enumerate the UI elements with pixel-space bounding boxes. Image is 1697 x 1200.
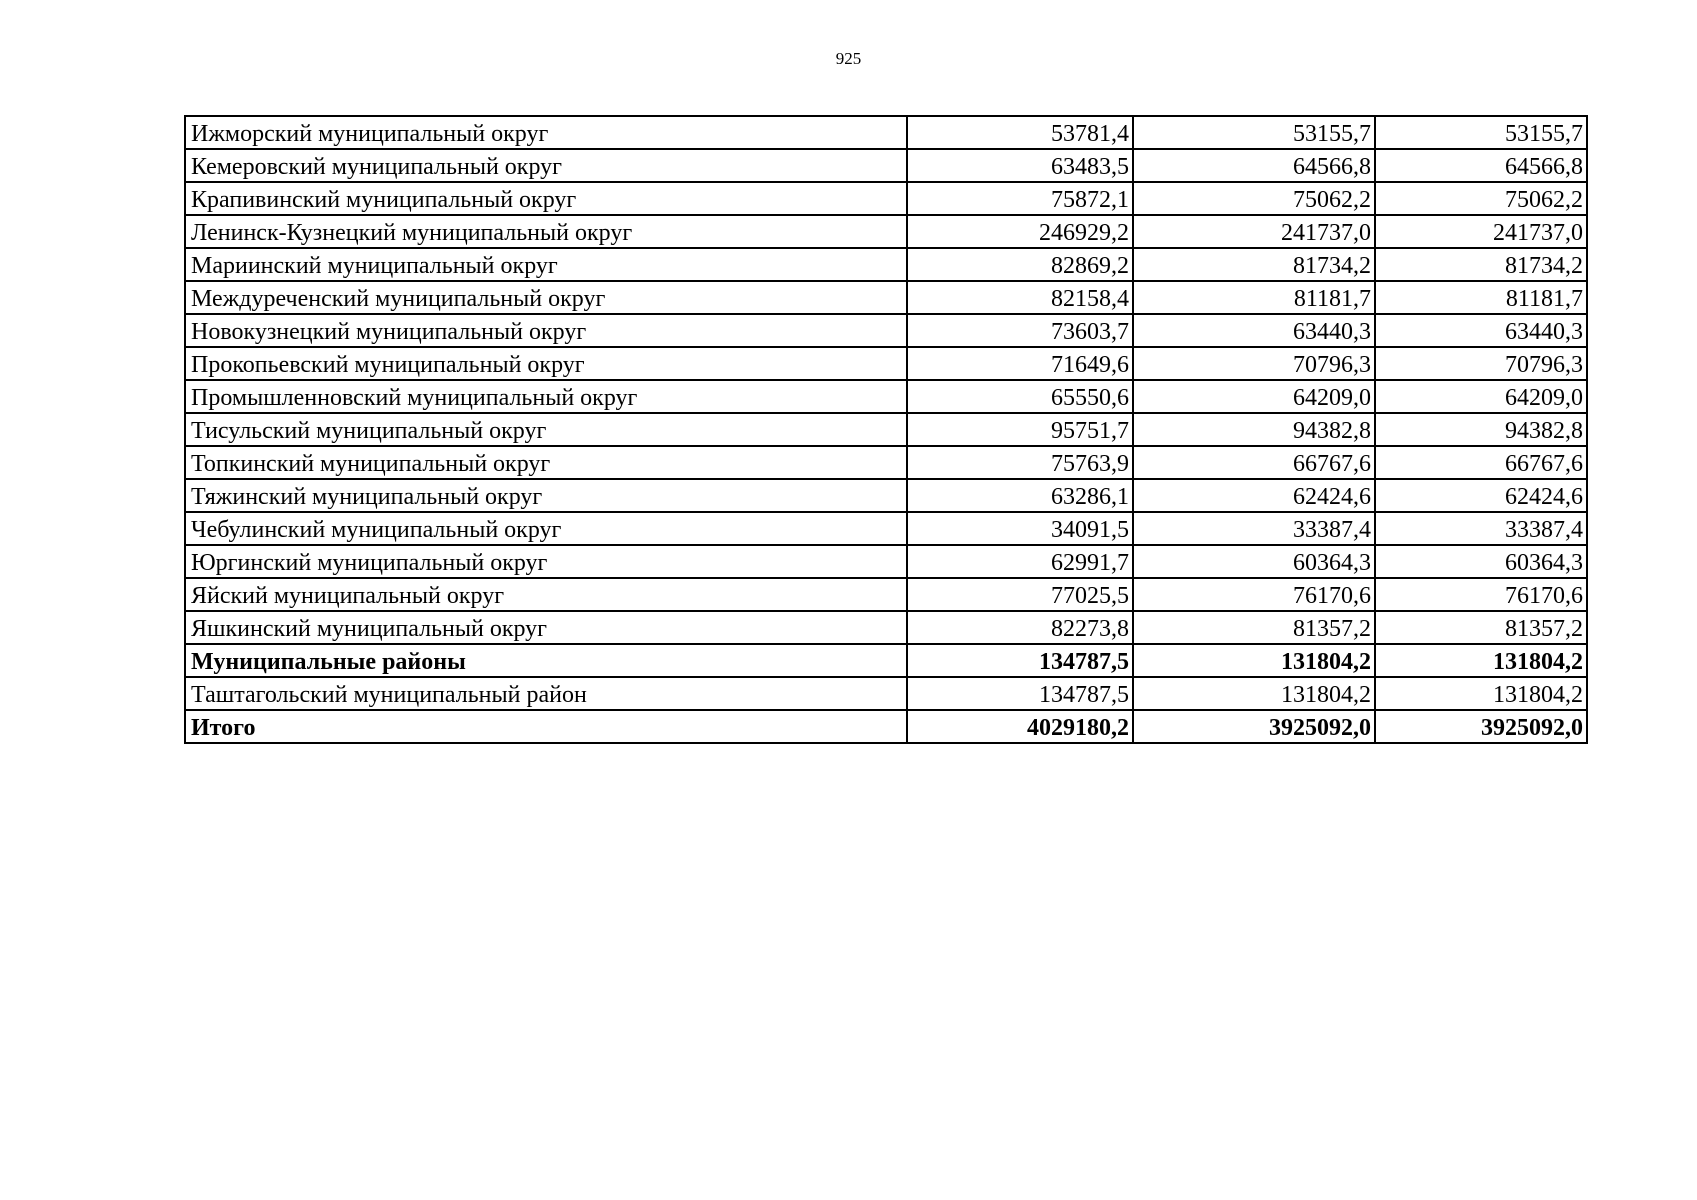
table-row xyxy=(185,347,1587,380)
row-value-2-cell: 63440,3 xyxy=(1133,314,1375,347)
row-name-cell: Чебулинский муниципальный округ xyxy=(185,512,907,545)
row-value-3-cell: 81181,7 xyxy=(1375,281,1587,314)
row-value-2-cell: 64566,8 xyxy=(1133,149,1375,182)
row-name-cell: Итого xyxy=(185,710,907,743)
row-value-1-cell: 246929,2 xyxy=(907,215,1133,248)
row-value-1-cell: 71649,6 xyxy=(907,347,1133,380)
row-value-3-cell: 64566,8 xyxy=(1375,149,1587,182)
table-row xyxy=(185,413,1587,446)
row-value-1-cell: 34091,5 xyxy=(907,512,1133,545)
table-row xyxy=(185,578,1587,611)
row-value-2-cell: 70796,3 xyxy=(1133,347,1375,380)
row-value-2-cell: 131804,2 xyxy=(1133,644,1375,677)
row-value-1-cell: 62991,7 xyxy=(907,545,1133,578)
row-value-3-cell: 66767,6 xyxy=(1375,446,1587,479)
table-row xyxy=(185,479,1587,512)
row-value-1-cell: 73603,7 xyxy=(907,314,1133,347)
row-value-2-cell: 76170,6 xyxy=(1133,578,1375,611)
row-value-3-cell: 94382,8 xyxy=(1375,413,1587,446)
row-value-3-cell: 131804,2 xyxy=(1375,677,1587,710)
row-value-1-cell: 134787,5 xyxy=(907,644,1133,677)
row-value-1-cell: 53781,4 xyxy=(907,116,1133,149)
row-value-3-cell: 33387,4 xyxy=(1375,512,1587,545)
row-value-1-cell: 4029180,2 xyxy=(907,710,1133,743)
row-value-2-cell: 75062,2 xyxy=(1133,182,1375,215)
row-value-1-cell: 65550,6 xyxy=(907,380,1133,413)
row-value-3-cell: 60364,3 xyxy=(1375,545,1587,578)
row-name-cell: Ижморский муниципальный округ xyxy=(185,116,907,149)
row-name-cell: Новокузнецкий муниципальный округ xyxy=(185,314,907,347)
row-value-1-cell: 63286,1 xyxy=(907,479,1133,512)
row-value-2-cell: 60364,3 xyxy=(1133,545,1375,578)
row-value-3-cell: 70796,3 xyxy=(1375,347,1587,380)
row-name-cell: Прокопьевский муниципальный округ xyxy=(185,347,907,380)
row-value-2-cell: 66767,6 xyxy=(1133,446,1375,479)
row-value-3-cell: 241737,0 xyxy=(1375,215,1587,248)
table-row xyxy=(185,611,1587,644)
row-name-cell: Мариинский муниципальный округ xyxy=(185,248,907,281)
row-value-2-cell: 81734,2 xyxy=(1133,248,1375,281)
row-value-1-cell: 134787,5 xyxy=(907,677,1133,710)
table-body xyxy=(185,116,1587,743)
table-row xyxy=(185,314,1587,347)
row-value-2-cell: 241737,0 xyxy=(1133,215,1375,248)
table-row xyxy=(185,677,1587,710)
row-value-1-cell: 95751,7 xyxy=(907,413,1133,446)
row-value-3-cell: 53155,7 xyxy=(1375,116,1587,149)
row-value-1-cell: 82273,8 xyxy=(907,611,1133,644)
row-value-2-cell: 81357,2 xyxy=(1133,611,1375,644)
table-row xyxy=(185,215,1587,248)
table-total-row xyxy=(185,644,1587,677)
row-value-3-cell: 81357,2 xyxy=(1375,611,1587,644)
row-value-1-cell: 82869,2 xyxy=(907,248,1133,281)
table-row xyxy=(185,281,1587,314)
table-row xyxy=(185,248,1587,281)
row-value-2-cell: 64209,0 xyxy=(1133,380,1375,413)
row-name-cell: Яйский муниципальный округ xyxy=(185,578,907,611)
data-table xyxy=(184,115,1588,744)
row-name-cell: Крапивинский муниципальный округ xyxy=(185,182,907,215)
row-name-cell: Таштагольский муниципальный район xyxy=(185,677,907,710)
row-name-cell: Тисульский муниципальный округ xyxy=(185,413,907,446)
table-total-row xyxy=(185,710,1587,743)
row-value-3-cell: 64209,0 xyxy=(1375,380,1587,413)
row-value-2-cell: 33387,4 xyxy=(1133,512,1375,545)
row-value-1-cell: 63483,5 xyxy=(907,149,1133,182)
row-value-2-cell: 81181,7 xyxy=(1133,281,1375,314)
row-value-1-cell: 82158,4 xyxy=(907,281,1133,314)
row-value-2-cell: 94382,8 xyxy=(1133,413,1375,446)
row-name-cell: Тяжинский муниципальный округ xyxy=(185,479,907,512)
row-name-cell: Промышленновский муниципальный округ xyxy=(185,380,907,413)
row-name-cell: Топкинский муниципальный округ xyxy=(185,446,907,479)
row-name-cell: Яшкинский муниципальный округ xyxy=(185,611,907,644)
row-value-3-cell: 75062,2 xyxy=(1375,182,1587,215)
row-value-3-cell: 3925092,0 xyxy=(1375,710,1587,743)
row-name-cell: Муниципальные районы xyxy=(185,644,907,677)
table-row xyxy=(185,116,1587,149)
row-value-2-cell: 3925092,0 xyxy=(1133,710,1375,743)
row-value-1-cell: 75763,9 xyxy=(907,446,1133,479)
table-row xyxy=(185,149,1587,182)
row-name-cell: Междуреченский муниципальный округ xyxy=(185,281,907,314)
table-row xyxy=(185,545,1587,578)
row-value-3-cell: 63440,3 xyxy=(1375,314,1587,347)
row-value-2-cell: 131804,2 xyxy=(1133,677,1375,710)
page-number: 925 xyxy=(835,49,862,68)
row-value-3-cell: 62424,6 xyxy=(1375,479,1587,512)
table-row xyxy=(185,446,1587,479)
row-value-1-cell: 77025,5 xyxy=(907,578,1133,611)
row-value-2-cell: 62424,6 xyxy=(1133,479,1375,512)
row-name-cell: Ленинск-Кузнецкий муниципальный округ xyxy=(185,215,907,248)
row-value-3-cell: 81734,2 xyxy=(1375,248,1587,281)
table-row xyxy=(185,182,1587,215)
table-row xyxy=(185,512,1587,545)
table-row xyxy=(185,380,1587,413)
row-name-cell: Юргинский муниципальный округ xyxy=(185,545,907,578)
row-value-2-cell: 53155,7 xyxy=(1133,116,1375,149)
row-value-1-cell: 75872,1 xyxy=(907,182,1133,215)
row-name-cell: Кемеровский муниципальный округ xyxy=(185,149,907,182)
row-value-3-cell: 76170,6 xyxy=(1375,578,1587,611)
row-value-3-cell: 131804,2 xyxy=(1375,644,1587,677)
